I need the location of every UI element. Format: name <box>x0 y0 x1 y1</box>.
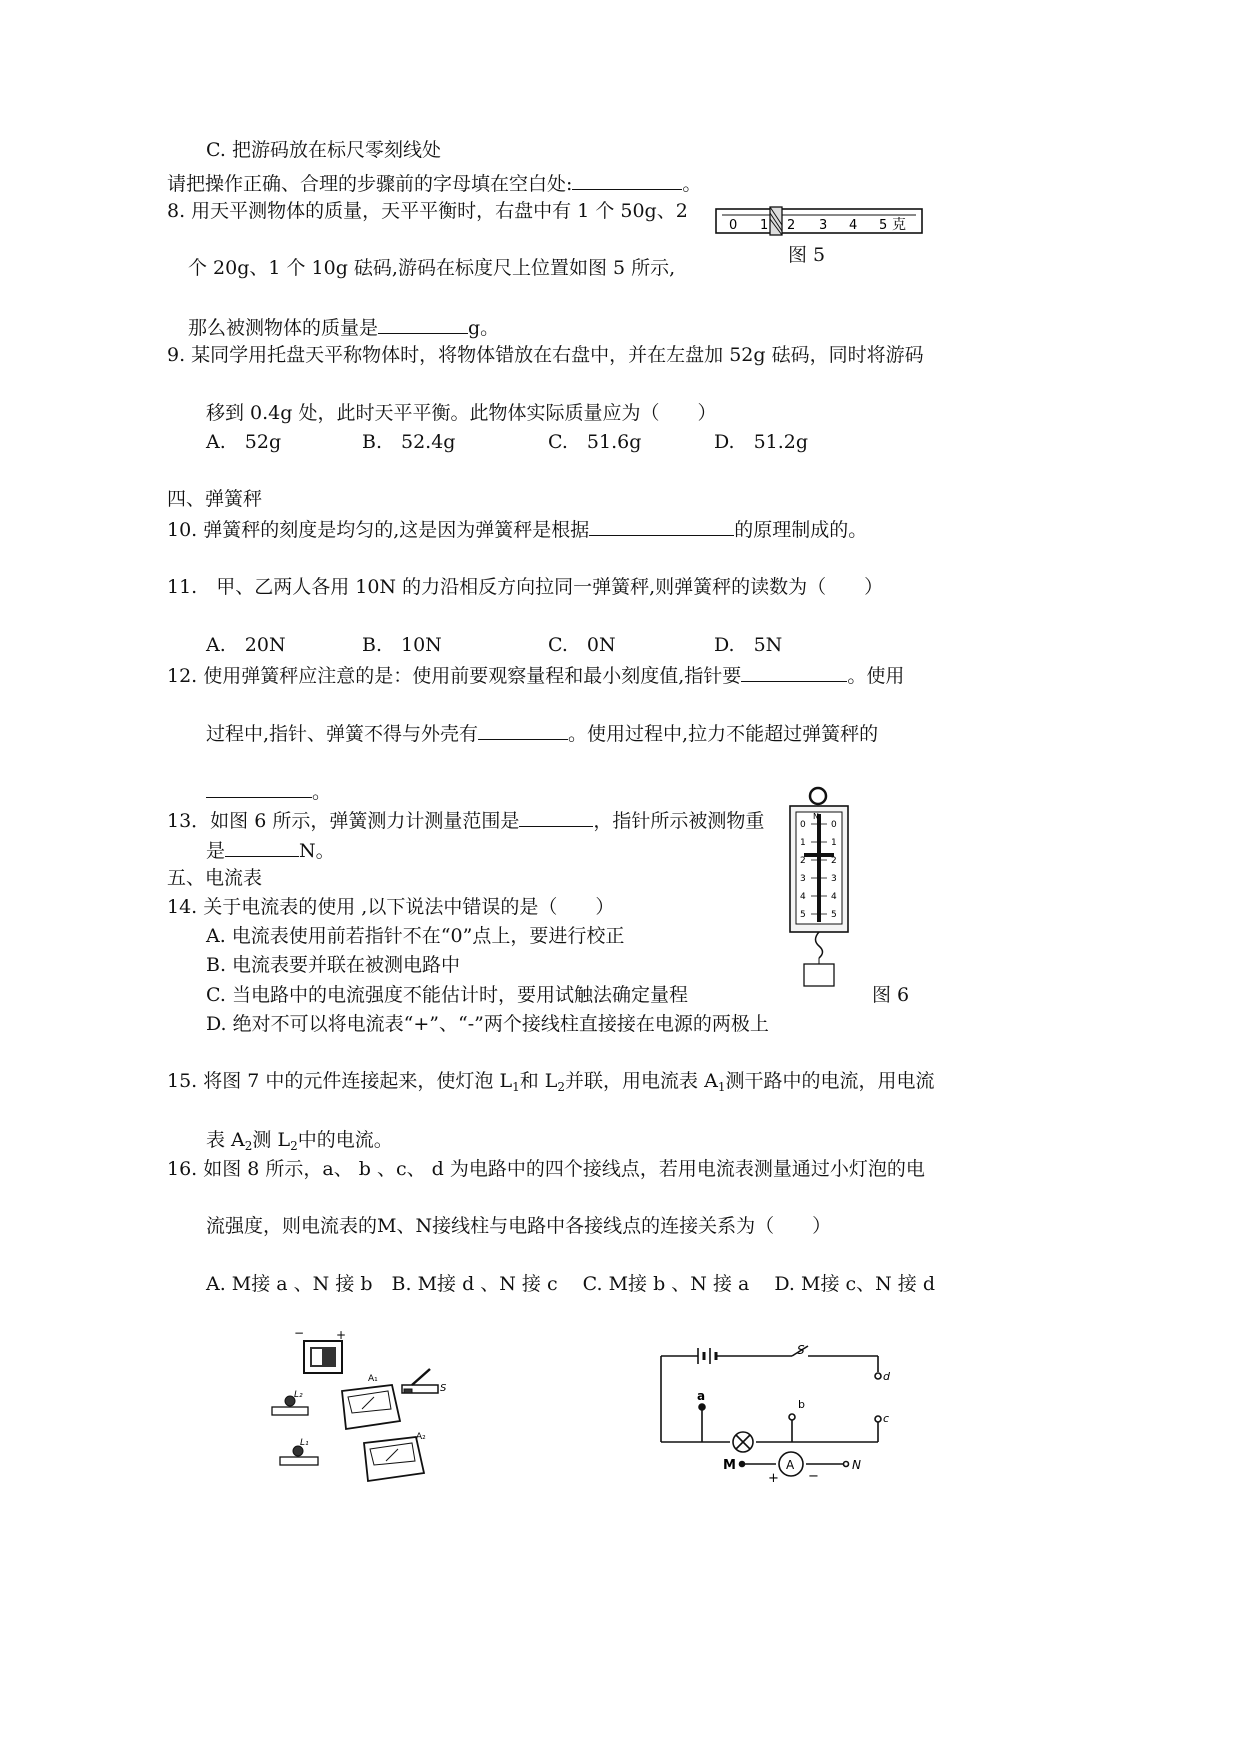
terminal-a <box>699 1404 705 1410</box>
scale-label: 3 <box>831 874 837 884</box>
switch-label: S <box>797 1343 805 1357</box>
q16-line2: 流强度，则电流表的M、N接线柱与电路中各接线点的连接关系为（ ） <box>206 1215 832 1237</box>
terminal-n <box>844 1462 849 1467</box>
blank[interactable] <box>378 314 468 334</box>
point-c-label: c <box>883 1412 890 1425</box>
q9-option-d: D. 51.2g <box>714 431 809 453</box>
hook <box>816 932 823 958</box>
q12-line3: 。 <box>206 778 331 804</box>
battery-negative-label: − <box>294 1326 305 1340</box>
scale-label: 4 <box>831 892 837 902</box>
scale-label: 0 <box>800 820 806 830</box>
q14-option-b: B. 电流表要并联在被测电路中 <box>206 954 461 976</box>
scale-unit-label: 克 <box>892 217 906 233</box>
ammeter-a1-label: A₁ <box>368 1374 378 1384</box>
switch-label: S <box>440 1383 447 1394</box>
q13-line1: 13．如图 6 所示，弹簧测力计测量范围是 ，指针所示被测物重 <box>167 807 764 833</box>
point-d-label: d <box>883 1370 890 1383</box>
q12-line1: 12. 使用弹簧秤应注意的是：使用前要观察量程和最小刻度值,指针要 。使用 <box>167 662 904 688</box>
q14: 14. 关于电流表的使用 ,以下说法中错误的是（ ） <box>167 896 615 918</box>
scale-tick-label: 2 <box>787 218 796 233</box>
scale-label: 1 <box>831 838 837 848</box>
scale-tick-label: 3 <box>819 218 828 233</box>
ammeter-minus-label: − <box>808 1469 819 1484</box>
scale-label: 5 <box>800 910 806 920</box>
q14-option-d: D. 绝对不可以将电流表“+”、“-”两个接线柱直接接在电源的两极上 <box>206 1013 769 1035</box>
q16-options: A. M接 a 、N 接 b B. M接 d 、N 接 c C. M接 b 、N 接 a D. M接 c、N 接 d <box>206 1273 935 1295</box>
q13-line2: 是 N。 <box>206 837 335 863</box>
point-a-label: a <box>697 1389 706 1403</box>
q11-option-a: A. 20N <box>206 634 286 656</box>
blank[interactable] <box>519 807 593 827</box>
ammeter-a1 <box>342 1385 400 1429</box>
q9-line2: 移到 0.4g 处，此时天平平衡。此物体实际质量应为（ ） <box>206 402 717 424</box>
ammeter-plus-label: + <box>768 1471 779 1486</box>
blank[interactable] <box>589 516 734 536</box>
switch <box>402 1369 438 1393</box>
ammeter-label: A <box>786 1458 795 1472</box>
battery <box>304 1341 342 1373</box>
weight-block <box>804 964 834 986</box>
terminal-m-label: M <box>723 1458 736 1473</box>
figure-6-caption: 图 6 <box>872 984 910 1006</box>
blank[interactable] <box>225 837 299 857</box>
figure-5-caption: 图 5 <box>788 244 826 266</box>
ammeter-a2-label: A₂ <box>416 1432 426 1442</box>
scale-label: 2 <box>800 856 806 866</box>
scale-tick-label: 1 <box>760 218 769 233</box>
scale-label: 5 <box>831 910 837 920</box>
q9-line1: 9. 某同学用托盘天平称物体时，将物体错放在右盘中，并在左盘加 52g 砝码，同时将游码 <box>167 344 924 366</box>
q16-line1: 16. 如图 8 所示，a、 b 、c、 d 为电路中的四个接线点，若用电流表测量通过小灯泡的电 <box>167 1158 925 1180</box>
scale-label: 3 <box>800 874 806 884</box>
figure-5-rider-scale <box>712 203 928 239</box>
scale-label: 1 <box>800 838 806 848</box>
q15-line1: 15. 将图 7 中的元件连接起来，使灯泡 $L_1$和 $L_2$并联，用电流表 $A_1$测干路中的电流，用电流 <box>167 1070 935 1094</box>
q12-line2: 过程中,指针、弹簧不得与外壳有 。使用过程中,拉力不能超过弹簧秤的 <box>206 720 878 746</box>
figure-8-circuit <box>652 1340 900 1490</box>
unit-label: N <box>813 812 819 821</box>
lamp-l2-label: L₂ <box>294 1390 303 1400</box>
point-b-label: b <box>798 1398 805 1411</box>
terminal-c <box>875 1416 881 1422</box>
q15-line2: 表 $A_2$测 $L_2$中的电流。 <box>206 1129 393 1153</box>
blank[interactable] <box>206 778 312 798</box>
q11-option-b: B. 10N <box>362 634 442 656</box>
blank[interactable] <box>478 720 568 740</box>
q7-option-c: C. 把游码放在标尺零刻线处 <box>206 139 441 161</box>
battery-positive-label: + <box>336 1328 347 1342</box>
blank[interactable] <box>741 662 847 682</box>
terminal-n-label: N <box>852 1458 861 1472</box>
scale-tick-label: 5 <box>879 218 888 233</box>
lamp-l1-label: L₁ <box>300 1438 309 1448</box>
q8-line1: 8. 用天平测物体的质量，天平平衡时，右盘中有 1 个 50g、2 <box>167 200 688 222</box>
ammeter-a2 <box>364 1437 424 1481</box>
section-5-heading: 五、电流表 <box>167 867 263 889</box>
section-4-heading: 四、弹簧秤 <box>167 488 263 510</box>
q11-option-d: D. 5N <box>714 634 783 656</box>
q11: 11. 甲、乙两人各用 10N 的力沿相反方向拉同一弹簧秤,则弹簧秤的读数为（ ） <box>167 576 884 598</box>
terminal-d <box>875 1373 881 1379</box>
q14-option-a: A. 电流表使用前若指针不在“0”点上，要进行校正 <box>206 925 625 947</box>
terminal-m <box>740 1462 745 1467</box>
lamp-l1 <box>280 1446 318 1465</box>
scale-label: 2 <box>831 856 837 866</box>
q9-option-a: A. 52g <box>206 431 282 453</box>
q7-fill-line: 请把操作正确、合理的步骤前的字母填在空白处: 。 <box>167 170 701 196</box>
q8-line3: 那么被测物体的质量是 g。 <box>188 314 499 340</box>
pointer <box>804 853 834 857</box>
q11-option-c: C. 0N <box>548 634 616 656</box>
q9-option-b: B. 52.4g <box>362 431 456 453</box>
blank[interactable] <box>572 170 682 190</box>
terminal-b <box>789 1414 795 1420</box>
figure-7-components <box>262 1325 462 1495</box>
scale-label: 4 <box>800 892 806 902</box>
scale-label: 0 <box>831 820 837 830</box>
figure-6-spring-scale <box>784 786 884 996</box>
scale-tick-label: 4 <box>849 218 858 233</box>
q9-option-c: C. 51.6g <box>548 431 642 453</box>
q14-option-c: C. 当电路中的电流强度不能估计时，要用试触法确定量程 <box>206 984 688 1006</box>
hook-ring <box>810 788 826 804</box>
scale-tick-label: 0 <box>729 218 738 233</box>
q8-line2: 个 20g、1 个 10g 砝码,游码在标度尺上位置如图 5 所示, <box>188 257 676 279</box>
q10: 10. 弹簧秤的刻度是均匀的,这是因为弹簧秤是根据 的原理制成的。 <box>167 516 867 542</box>
